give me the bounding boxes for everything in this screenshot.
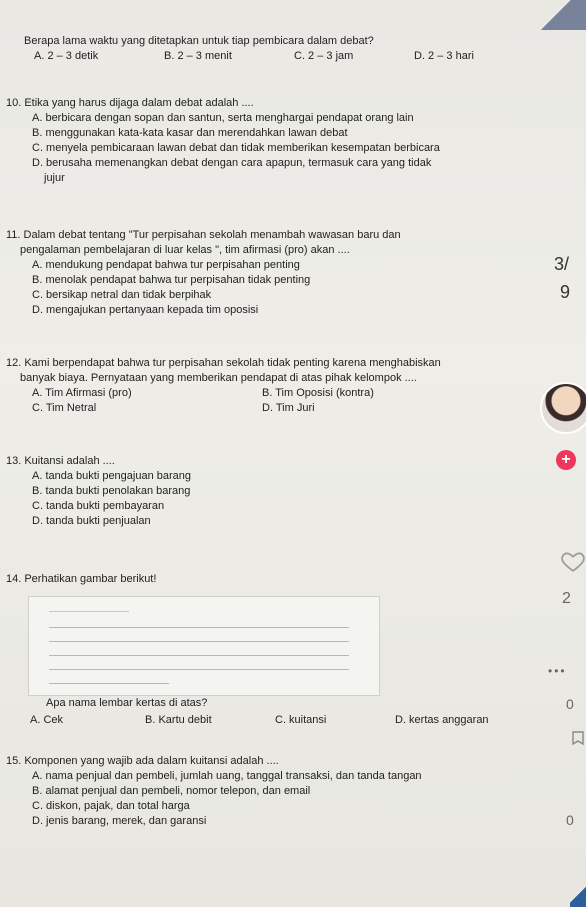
q14-option-d: D. kertas anggaran: [395, 714, 489, 726]
q14-option-c: C. kuitansi: [275, 714, 327, 726]
q11-option-d: D. mengajukan pertanyaan kepada tim oposisi: [32, 304, 259, 316]
question-10-text: 10. Etika yang harus dijaga dalam debat adalah ....: [6, 97, 254, 109]
q9-option-c: C. 2 – 3 jam: [294, 50, 354, 62]
q11-option-c: C. bersikap netral dan tidak berpihak: [32, 289, 212, 301]
q10-option-c: C. menyela pembicaraan lawan debat dan tidak memberikan kesempatan berbicara: [32, 142, 440, 154]
question-15: [6, 754, 422, 829]
q13-option-d: D. tanda bukti penjualan: [32, 515, 151, 527]
q13-option-b: B. tanda bukti penolakan barang: [32, 485, 191, 497]
comment-count: 0: [566, 696, 574, 712]
q9-option-b: B. 2 – 3 menit: [164, 50, 232, 62]
q14-option-b: B. Kartu debit: [145, 714, 212, 726]
q9-option-a: A. 2 – 3 detik: [34, 50, 99, 62]
question-14: [6, 572, 156, 587]
bookmark-icon[interactable]: [570, 730, 586, 746]
receipt-line: [49, 641, 349, 642]
q14-options: [6, 713, 489, 728]
q14-caption: Apa nama lembar kertas di atas?: [46, 697, 208, 709]
q14-option-a: A. Cek: [30, 714, 64, 726]
q15-option-b: B. alamat penjual dan pembeli, nomor telepon, dan email: [32, 785, 311, 797]
q13-option-c: C. tanda bukti pembayaran: [32, 500, 165, 512]
question-9: [6, 34, 554, 64]
q15-option-c: C. diskon, pajak, dan total harga: [32, 800, 190, 812]
q15-option-a: A. nama penjual dan pembeli, jumlah uang, tanggal transaksi, dan tanda tangan: [32, 770, 422, 782]
question-13: [6, 454, 191, 529]
question-10: [6, 96, 440, 186]
q13-option-a: A. tanda bukti pengajuan barang: [32, 470, 192, 482]
receipt-line: [49, 683, 169, 684]
corner-decoration: [570, 883, 586, 907]
q9-option-d: D. 2 – 3 hari: [414, 50, 474, 62]
receipt-line: [49, 611, 129, 612]
question-14-text: 14. Perhatikan gambar berikut!: [6, 573, 157, 585]
q12-option-d: D. Tim Juri: [262, 402, 315, 414]
q10-option-a: A. berbicara dengan sopan dan santun, serta menghargai pendapat orang lain: [32, 112, 414, 124]
receipt-line: [49, 627, 349, 628]
question-12: [6, 356, 441, 416]
q10-option-d: D. berusaha memenangkan debat dengan cara apapun, termasuk cara yang tidak: [32, 157, 432, 169]
receipt-image: [28, 596, 380, 696]
bookmark-count: 0: [566, 812, 574, 828]
question-12-text: 12. Kami berpendapat bahwa tur perpisahan sekolah tidak penting karena menghabiskan: [6, 357, 441, 369]
comment-icon[interactable]: •••: [548, 664, 567, 678]
creator-avatar[interactable]: [540, 382, 586, 434]
question-11-text: 11. Dalam debat tentang "Tur perpisahan sekolah menambah wawasan baru dan: [6, 229, 401, 241]
corner-decoration: [526, 0, 586, 30]
question-13-text: 13. Kuitansi adalah ....: [6, 455, 115, 467]
question-11-text-cont: pengalaman pembelajaran di luar kelas ", tim afirmasi (pro) akan ....: [20, 244, 350, 256]
like-icon[interactable]: [560, 548, 586, 574]
q10-option-d-cont: jujur: [44, 172, 65, 184]
question-9-text: Berapa lama waktu yang ditetapkan untuk tiap pembicara dalam debat?: [24, 35, 374, 47]
follow-button[interactable]: +: [556, 450, 576, 470]
q15-option-d: D. jenis barang, merek, dan garansi: [32, 815, 207, 827]
q12-option-b: B. Tim Oposisi (kontra): [262, 387, 374, 399]
question-15-text: 15. Komponen yang wajib ada dalam kuitansi adalah ....: [6, 755, 279, 767]
handwritten-count-1: 3/: [554, 254, 570, 274]
handwritten-count-2: 9: [560, 282, 571, 302]
question-12-text-cont: banyak biaya. Pernyataan yang memberikan pendapat di atas pihak kelompok ....: [20, 372, 417, 384]
q10-option-b: B. menggunakan kata-kata kasar dan merendahkan lawan debat: [32, 127, 348, 139]
receipt-line: [49, 655, 349, 656]
q11-option-a: A. mendukung pendapat bahwa tur perpisahan penting: [32, 259, 300, 271]
receipt-line: [49, 669, 349, 670]
q12-option-c: C. Tim Netral: [32, 402, 97, 414]
q11-option-b: B. menolak pendapat bahwa tur perpisahan tidak penting: [32, 274, 311, 286]
question-11: [6, 228, 401, 318]
q12-option-a: A. Tim Afirmasi (pro): [32, 387, 132, 399]
like-count: 2: [562, 590, 571, 607]
